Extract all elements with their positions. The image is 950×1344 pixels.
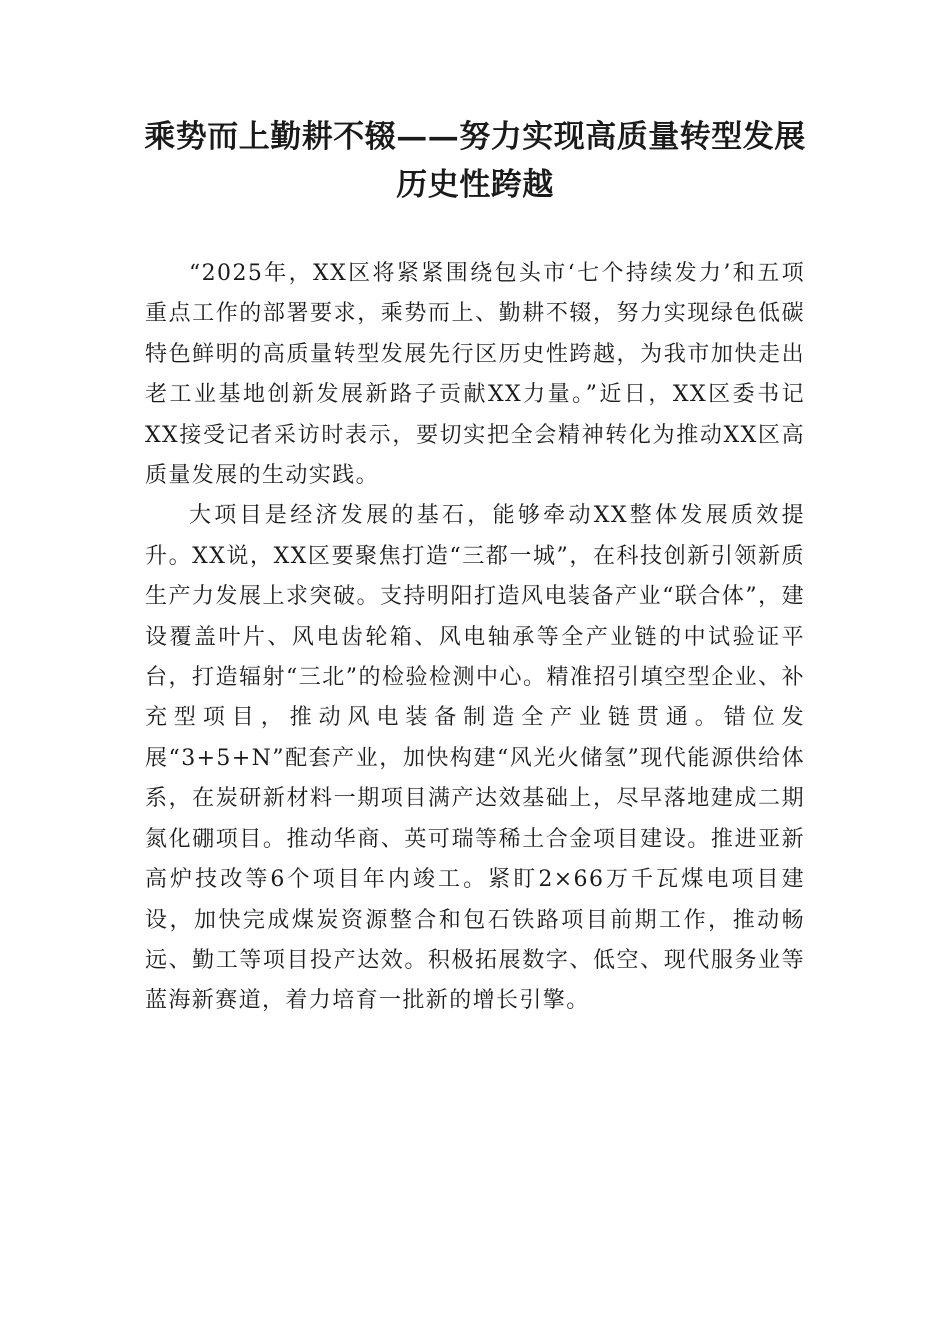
document-body	[145, 254, 805, 1022]
document-title: 乘势而上勤耕不辍——努力实现高质量转型发展历史性跨越	[144, 119, 806, 203]
paragraph-1: “2025年，XX区将紧紧围绕包头市‘七个持续发力’和五项重点工作的部署要求，乘势而上、勤耕不辍，努力实现绿色低碳特色鲜明的高质量转型发展先行区历史性跨越，为我市加快走出老工业基地创新发展新路子贡献XX力量。”近日，XX区委书记XX接受记者采访时表示，要切实把全会精神转化为推动XX区高质量发展的生动实践。	[145, 261, 805, 489]
paragraph-2: 大项目是经济发展的基石，能够牵动XX整体发展质效提升。XX说，XX区要聚焦打造“三都一城”，在科技创新引领新质生产力发展上求突破。支持明阳打造风电装备产业“联合体”，建设覆盖叶片、风电齿轮箱、风电轴承等全产业链的中试验证平台，打造辐射“三北”的检验检测中心。精准招引填空型企业、补充型项目，推动风电装备制造全产业链贯通。错位发展“3+5+N”配套产业，加快构建“风光火储氢”现代能源供给体系，在炭研新材料一期项目满产达效基础上，尽早落地建成二期氮化硼项目。推动华商、英可瑞等稀土合金项目建设。推进亚新高炉技改等6个项目年内竣工。紧盯2×66万千瓦煤电项目建设，加快完成煤炭资源整合和包石铁路项目前期工作，推动畅远、勤工等项目投产达效。积极拓展数字、低空、现代服务业等蓝海新赛道，着力培育一批新的增长引擎。	[145, 503, 805, 1014]
